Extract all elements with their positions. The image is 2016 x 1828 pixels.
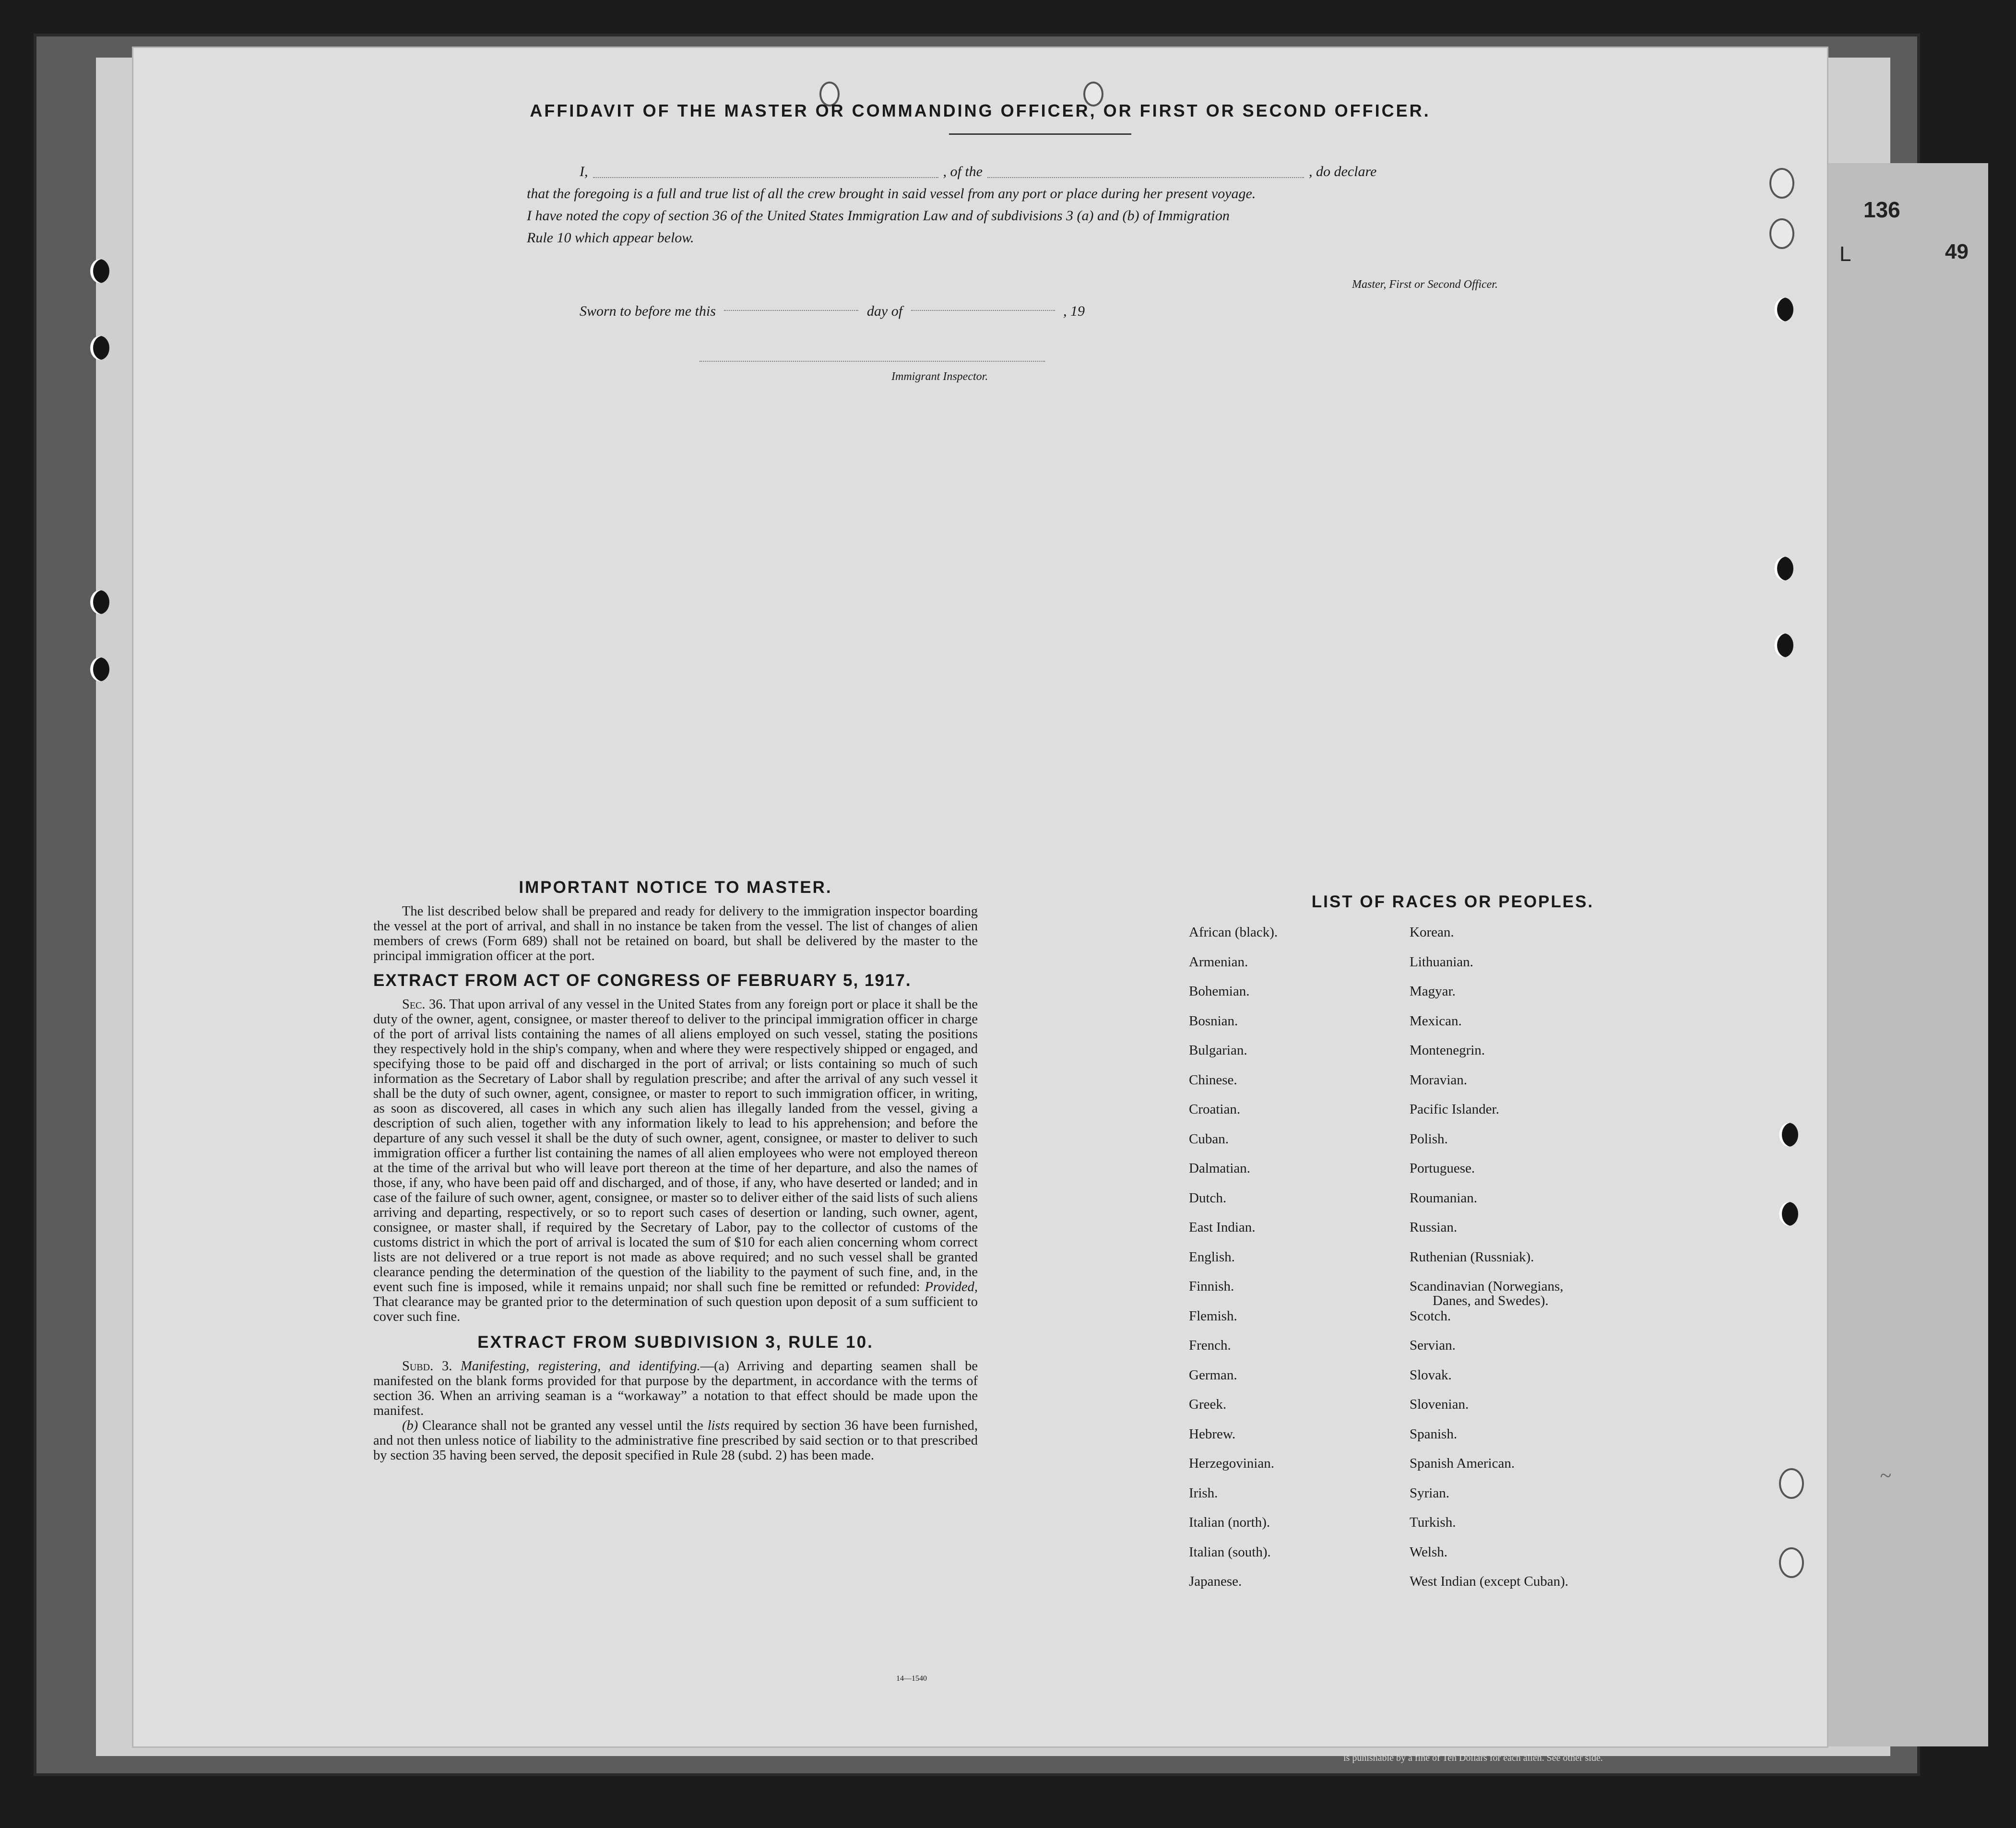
race-item: Montenegrin. — [1410, 1043, 1485, 1058]
race-item: French. — [1189, 1338, 1231, 1353]
race-item: East Indian. — [1189, 1220, 1256, 1235]
race-item: Moravian. — [1410, 1072, 1467, 1088]
binder-hole-icon — [90, 590, 109, 614]
binder-ring-icon — [1779, 1547, 1804, 1578]
race-item: Polish. — [1410, 1131, 1448, 1147]
race-item: Scotch. — [1410, 1308, 1451, 1324]
race-item: Greek. — [1189, 1397, 1227, 1412]
binder-ring-icon — [1769, 168, 1794, 199]
affidavit-line-1 — [527, 161, 1597, 183]
race-item: African (black). — [1189, 925, 1278, 940]
race-item: West Indian (except Cuban). — [1410, 1574, 1569, 1589]
race-item: Japanese. — [1189, 1574, 1242, 1589]
affidavit-line-4: Rule 10 which appear below. — [527, 230, 694, 246]
back-page-number-mid: 49 — [1945, 240, 1969, 263]
extract-rule-para-a — [373, 1359, 978, 1418]
races-grid — [1189, 925, 1717, 1604]
binder-ring-icon — [1779, 1468, 1804, 1499]
sworn-text: Sworn to before me this — [580, 303, 716, 319]
name-blank — [593, 156, 938, 178]
affidavit-title: AFFIDAVIT OF THE MASTER OR COMMANDING OFFICER, OR FIRST OR SECOND OFFICER. — [530, 101, 1431, 120]
para-b-text-1: Clearance shall not be granted any vessel until the — [422, 1418, 703, 1433]
sworn-line — [580, 303, 1085, 320]
binder-hole-icon — [1779, 1202, 1798, 1226]
race-item: Ruthenian (Russniak). — [1410, 1249, 1534, 1265]
race-item: Mexican. — [1410, 1013, 1462, 1029]
race-item: Italian (north). — [1189, 1515, 1270, 1530]
pencil-mark: ~ — [1880, 1464, 1891, 1487]
title-underline — [949, 133, 1131, 135]
extract-act-heading: EXTRACT FROM ACT OF CONGRESS OF FEBRUARY 5, 1917. — [373, 971, 912, 990]
race-item: Herzegovinian. — [1189, 1456, 1274, 1471]
subd-title: Manifesting, registering, and identifying. — [461, 1359, 700, 1374]
race-item: German. — [1189, 1367, 1237, 1383]
affidavit-line-2: that the foregoing is a full and true list of all the crew brought in said vessel from any port or place during her present voyage. — [527, 186, 1256, 202]
races-title: LIST OF RACES OR PEOPLES. — [1311, 892, 1594, 911]
bottom-strip-text: is punishable by a fine of Ten Dollars for each alien. See other side. — [1343, 1753, 1603, 1763]
race-item: Italian (south). — [1189, 1544, 1271, 1560]
race-item: Portuguese. — [1410, 1161, 1475, 1176]
race-item: Roumanian. — [1410, 1190, 1477, 1206]
race-item: Pacific Islander. — [1410, 1102, 1499, 1117]
form-number: 14—1540 — [896, 1674, 927, 1683]
proviso-label: Provided, — [925, 1280, 978, 1294]
race-item: Hebrew. — [1189, 1426, 1236, 1442]
notice-heading: IMPORTANT NOTICE TO MASTER. — [519, 878, 832, 897]
binder-ring-icon — [1769, 218, 1794, 249]
race-item: Slovak. — [1410, 1367, 1452, 1383]
inspector-signature-line — [700, 361, 1045, 362]
vessel-blank — [987, 156, 1304, 178]
year-text: , 19 — [1063, 303, 1085, 319]
affidavit-line-3: I have noted the copy of section 36 of the United States Immigration Law and of subdivisions 3 (a) and (b) of Immigration — [527, 208, 1230, 224]
affidavit-of-the: , of the — [943, 164, 983, 179]
month-blank — [911, 310, 1055, 311]
day-blank — [724, 310, 858, 311]
race-item: Slovenian. — [1410, 1397, 1469, 1412]
binder-hole-icon — [1774, 633, 1793, 657]
race-item: Bosnian. — [1189, 1013, 1238, 1029]
bottom-strip — [1343, 1751, 1603, 1765]
race-item: Croatian. — [1189, 1102, 1241, 1117]
race-item: Servian. — [1410, 1338, 1456, 1353]
day-of-text: day of — [866, 303, 903, 319]
race-item: Spanish. — [1410, 1426, 1458, 1442]
race-item: Finnish. — [1189, 1279, 1234, 1294]
race-item: Lithuanian. — [1410, 954, 1473, 970]
race-item: Welsh. — [1410, 1544, 1448, 1560]
race-item: Bohemian. — [1189, 984, 1250, 999]
binder-hole-icon — [90, 336, 109, 360]
para-a-text: Arriving and departing seamen shall be manifested on the blank forms provided for that purpose by the department, in accordance with the terms of section 36. When an arriving seaman is a “workaway” a notation to that effect should be made upon the manifest. — [373, 1359, 978, 1418]
para-b-label: (b) — [402, 1418, 418, 1433]
race-item: Spanish American. — [1410, 1456, 1515, 1471]
race-item: Flemish. — [1189, 1308, 1237, 1324]
para-b-text-2: required by section 36 have been furnished, and not then unless notice of liability to the administrative fine prescribed by said section or to that prescribed by section 35 having been served, the deposit specified in Rule 28 (subd. 2) has been made. — [373, 1418, 978, 1463]
binder-hole-icon — [90, 657, 109, 681]
subd-label: Subd. 3. — [402, 1359, 452, 1374]
inspector-label: Immigrant Inspector. — [891, 370, 988, 383]
race-item: Magyar. — [1410, 984, 1456, 999]
back-page-letter: L — [1839, 242, 1851, 266]
race-item: Syrian. — [1410, 1485, 1449, 1501]
back-page-number: 136 — [1863, 197, 1900, 222]
race-item-continuation: Danes, and Swedes). — [1433, 1293, 1549, 1308]
affidavit-do-declare: , do declare — [1309, 164, 1377, 179]
back-page-strip — [1823, 163, 1988, 1746]
affidavit-i: I, — [580, 164, 588, 179]
race-item: Dalmatian. — [1189, 1161, 1251, 1176]
race-item: English. — [1189, 1249, 1235, 1265]
race-item-line: Scandinavian (Norwegians, — [1410, 1279, 1564, 1294]
proviso-text: That clearance may be granted prior to the determination of such question upon deposit of a sum sufficient to cover such fine. — [373, 1294, 978, 1324]
binder-hole-icon — [1774, 557, 1793, 581]
race-item: Irish. — [1189, 1485, 1218, 1501]
notice-column — [373, 878, 978, 1463]
race-item: Dutch. — [1189, 1190, 1227, 1206]
signature-label: Master, First or Second Officer. — [1352, 278, 1498, 291]
race-item: Russian. — [1410, 1220, 1458, 1235]
extract-act-text — [373, 997, 978, 1324]
race-item — [1410, 1279, 1630, 1309]
notice-text: The list described below shall be prepared and ready for delivery to the immigration inspector boarding the vessel at the port of arrival, and shall in no instance be taken from the vessel. The list of changes of alien members of crews (Form 689) shall not be retained on board, but shall be delivered by the master to the principal immigration officer at the port. — [373, 904, 978, 963]
extract-rule-para-b — [373, 1418, 978, 1463]
race-item: Cuban. — [1189, 1131, 1229, 1147]
sec-36-text: That upon arrival of any vessel in the United States from any foreign port or place it shall be the duty of the owner, agent, consignee, or master thereof to deliver to the principal immigration officer in charge of the port of arrival lists containing the names of all aliens employed on such vessel, stating the positions they respectively hold in the ship's company, when and where they were respectively shipped or engaged, and specifying those to be paid off and discharged in the port of arrival; or lists containing so much of such information as the Secretary of Labor shall by regulation prescribe; and after the arrival of any such vessel it shall be the duty of such owner, agent, consignee, or master to report to such immigration officer, in writing, as soon as discovered, all cases in which any such alien has illegally landed from the vessel, giving a description of such alien, together with any information likely to lead to his apprehension; and before the departure of any such vessel it shall be the duty of such owner, agent, consignee, or master to deliver to such immigration officer a further list containing the names of all alien employees who were not employed thereon at the time of the arrival but who will leave port thereon at the time of her departure, and also the names of those, if any, who have been paid off and discharged, and of those, if any, who have deserted or landed; and in case of the failure of such owner, agent, consignee, or master so to deliver either of the said lists of such aliens arriving and departing, respectively, or so to report such cases of desertion or landing, such owner, agent, consignee, or master shall, if required by the Secretary of Labor, pay to the collector of customs of the customs district in which the port of arrival is located the sum of $10 for each alien concerning whom correct lists are not delivered or a true report is not made as above required; and no such vessel shall be granted clearance pending the determination of the question of the liability to the payment of such fine, and, in the event such fine is imposed, while it remains unpaid; nor shall such fine be remitted or refunded: — [373, 997, 978, 1294]
race-item: Turkish. — [1410, 1515, 1456, 1530]
race-item: Chinese. — [1189, 1072, 1237, 1088]
binder-hole-icon — [1774, 297, 1793, 321]
para-a-label: —(a) — [700, 1359, 729, 1374]
binder-hole-icon — [1779, 1123, 1798, 1147]
race-item: Korean. — [1410, 925, 1454, 940]
sec-label: Sec. 36. — [402, 997, 446, 1012]
race-item: Bulgarian. — [1189, 1043, 1247, 1058]
affidavit-body — [527, 161, 1597, 249]
race-item: Armenian. — [1189, 954, 1248, 970]
binder-hole-icon — [90, 259, 109, 283]
extract-rule-heading: EXTRACT FROM SUBDIVISION 3, RULE 10. — [477, 1333, 874, 1352]
races-column — [1189, 892, 1717, 1604]
para-b-lists: lists — [707, 1418, 730, 1433]
